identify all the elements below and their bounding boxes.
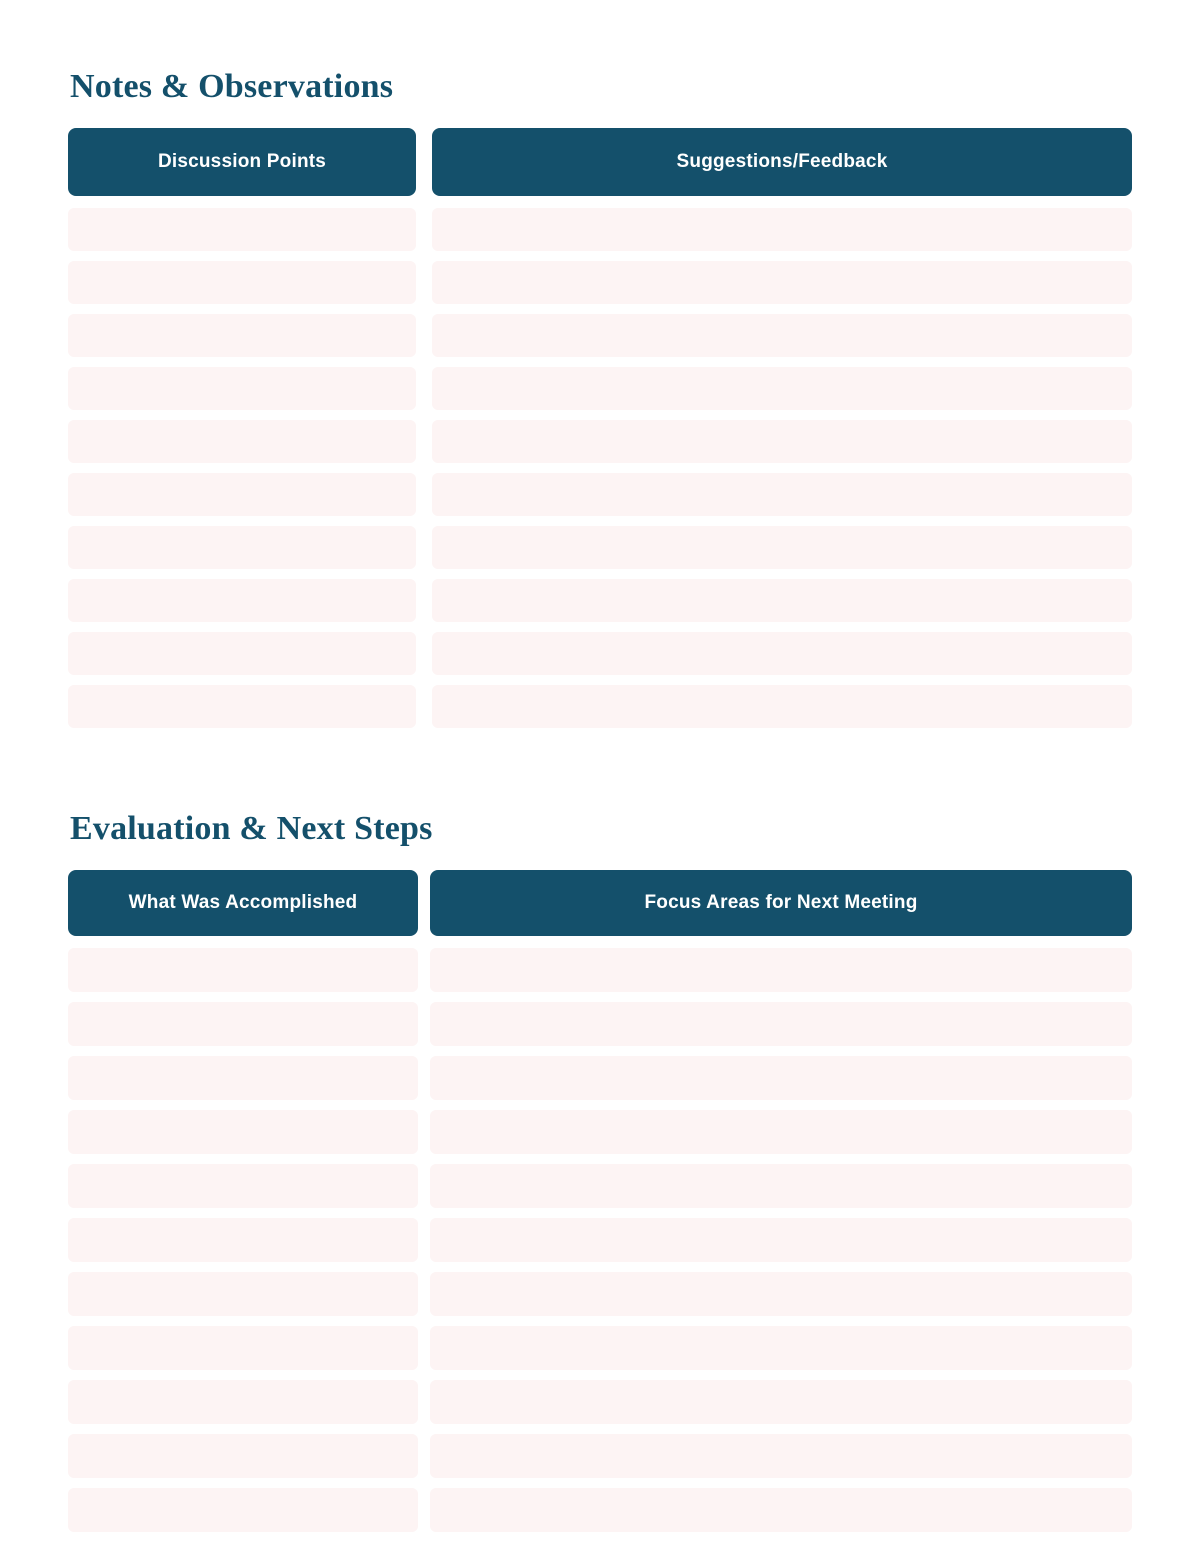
column-header-discussion-points: Discussion Points [68, 128, 416, 196]
cell-what-was-accomplished[interactable] [68, 1002, 418, 1046]
evaluation-table-body [68, 948, 1132, 1532]
table-row [68, 579, 1132, 622]
cell-suggestions-feedback[interactable] [432, 579, 1132, 622]
table-row [68, 1164, 1132, 1208]
cell-suggestions-feedback[interactable] [432, 261, 1132, 304]
cell-suggestions-feedback[interactable] [432, 526, 1132, 569]
table-row [68, 1272, 1132, 1316]
cell-discussion-points[interactable] [68, 420, 416, 463]
evaluation-table [68, 870, 1132, 1532]
table-row [68, 632, 1132, 675]
cell-suggestions-feedback[interactable] [432, 473, 1132, 516]
column-header-suggestions-feedback: Suggestions/Feedback [432, 128, 1132, 196]
evaluation-table-header-row [68, 870, 1132, 936]
cell-discussion-points[interactable] [68, 367, 416, 410]
table-row [68, 1488, 1132, 1532]
table-row [68, 314, 1132, 357]
cell-focus-areas[interactable] [430, 1434, 1132, 1478]
table-row [68, 1326, 1132, 1370]
cell-what-was-accomplished[interactable] [68, 1380, 418, 1424]
cell-focus-areas[interactable] [430, 948, 1132, 992]
cell-suggestions-feedback[interactable] [432, 314, 1132, 357]
cell-what-was-accomplished[interactable] [68, 948, 418, 992]
table-row [68, 1056, 1132, 1100]
cell-what-was-accomplished[interactable] [68, 1218, 418, 1262]
cell-what-was-accomplished[interactable] [68, 1110, 418, 1154]
cell-suggestions-feedback[interactable] [432, 367, 1132, 410]
column-header-focus-areas-next-meeting: Focus Areas for Next Meeting [430, 870, 1132, 936]
section-title-notes: Notes & Observations [70, 68, 394, 105]
section-title-evaluation: Evaluation & Next Steps [70, 810, 433, 847]
cell-focus-areas[interactable] [430, 1056, 1132, 1100]
column-header-what-was-accomplished: What Was Accomplished [68, 870, 418, 936]
cell-what-was-accomplished[interactable] [68, 1326, 418, 1370]
cell-discussion-points[interactable] [68, 579, 416, 622]
cell-what-was-accomplished[interactable] [68, 1488, 418, 1532]
section-evaluation-next-steps [68, 810, 1132, 1532]
table-row [68, 473, 1132, 516]
cell-discussion-points[interactable] [68, 208, 416, 251]
cell-what-was-accomplished[interactable] [68, 1272, 418, 1316]
cell-focus-areas[interactable] [430, 1164, 1132, 1208]
cell-discussion-points[interactable] [68, 473, 416, 516]
cell-focus-areas[interactable] [430, 1488, 1132, 1532]
table-row [68, 420, 1132, 463]
table-row [68, 1218, 1132, 1262]
table-row [68, 1380, 1132, 1424]
cell-discussion-points[interactable] [68, 632, 416, 675]
cell-suggestions-feedback[interactable] [432, 420, 1132, 463]
cell-suggestions-feedback[interactable] [432, 632, 1132, 675]
cell-discussion-points[interactable] [68, 526, 416, 569]
notes-table-body [68, 208, 1132, 728]
cell-focus-areas[interactable] [430, 1110, 1132, 1154]
table-row [68, 208, 1132, 251]
table-row [68, 526, 1132, 569]
table-row [68, 685, 1132, 728]
table-row [68, 948, 1132, 992]
table-row [68, 367, 1132, 410]
table-row [68, 1002, 1132, 1046]
cell-what-was-accomplished[interactable] [68, 1434, 418, 1478]
cell-suggestions-feedback[interactable] [432, 208, 1132, 251]
cell-what-was-accomplished[interactable] [68, 1164, 418, 1208]
cell-focus-areas[interactable] [430, 1380, 1132, 1424]
notes-table [68, 128, 1132, 728]
cell-focus-areas[interactable] [430, 1326, 1132, 1370]
section-notes-observations [68, 68, 1132, 728]
cell-focus-areas[interactable] [430, 1002, 1132, 1046]
cell-discussion-points[interactable] [68, 685, 416, 728]
table-row [68, 261, 1132, 304]
cell-focus-areas[interactable] [430, 1218, 1132, 1262]
cell-focus-areas[interactable] [430, 1272, 1132, 1316]
cell-discussion-points[interactable] [68, 314, 416, 357]
table-row [68, 1110, 1132, 1154]
cell-what-was-accomplished[interactable] [68, 1056, 418, 1100]
cell-discussion-points[interactable] [68, 261, 416, 304]
table-row [68, 1434, 1132, 1478]
notes-table-header-row [68, 128, 1132, 196]
cell-suggestions-feedback[interactable] [432, 685, 1132, 728]
